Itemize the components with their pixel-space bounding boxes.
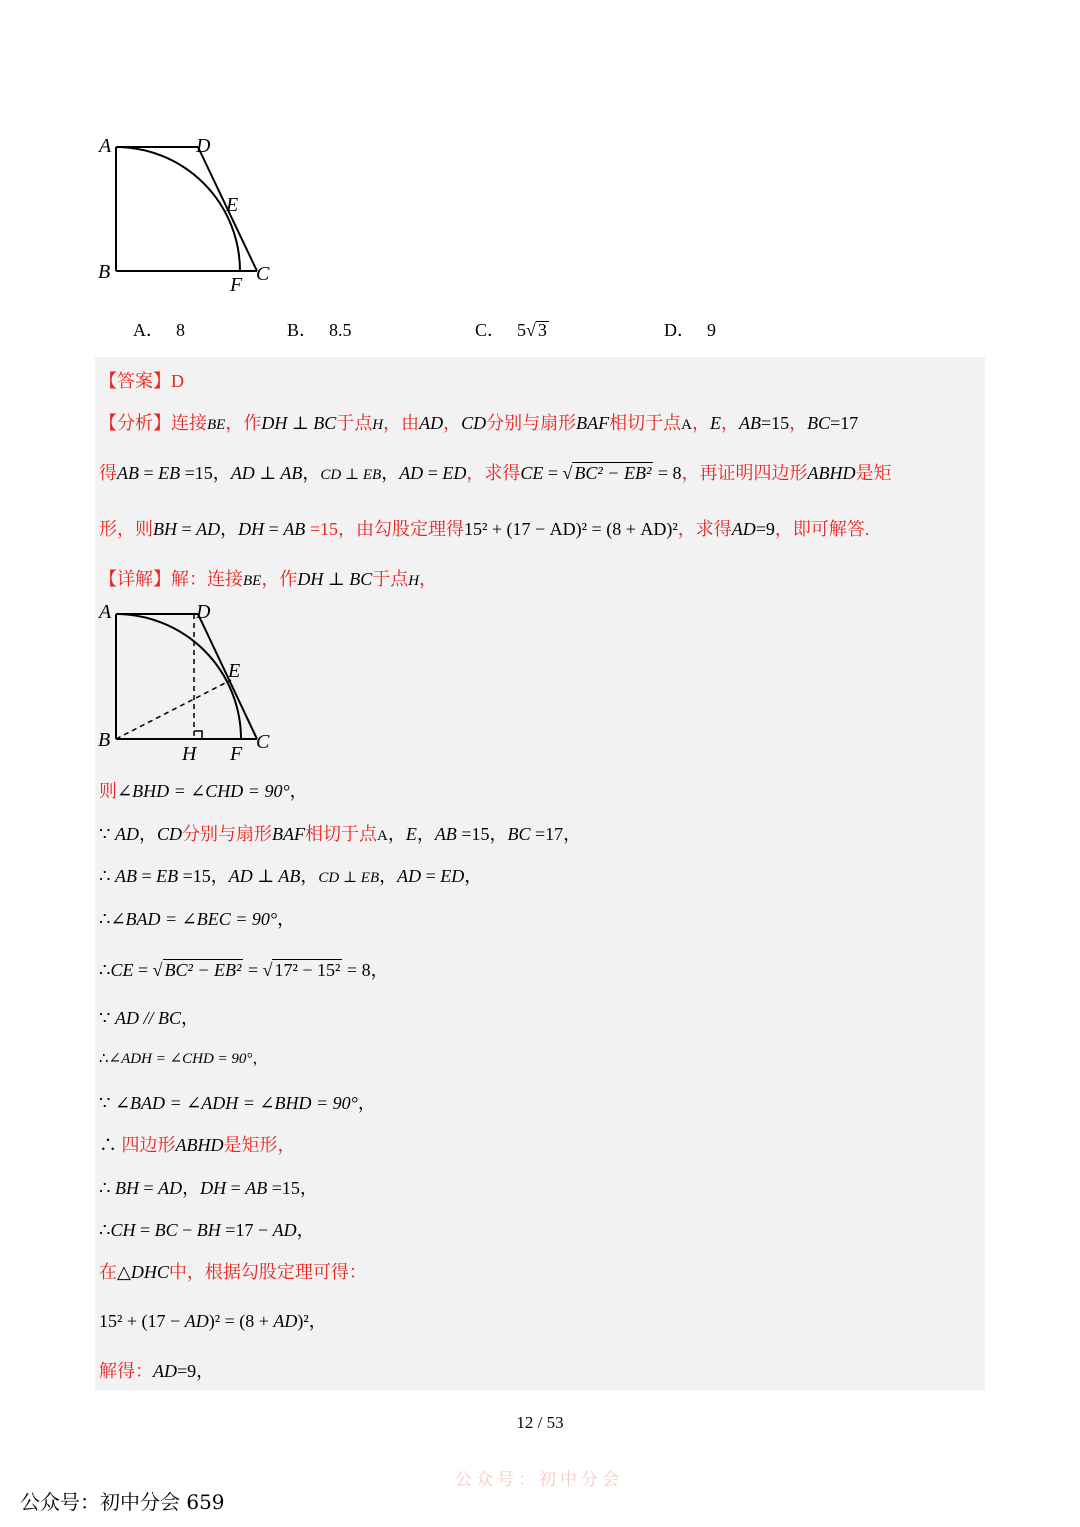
step-9: ∴ 四边形ABHD是矩形， — [99, 1135, 296, 1155]
segment-be-dashed — [116, 680, 231, 739]
geometry-figure-1 — [95, 130, 285, 300]
watermark: 公众号：初中分会 — [455, 1470, 623, 1490]
label-d: D — [196, 601, 211, 623]
answer-options — [0, 316, 1080, 342]
step-3: ∴ AB = EB =15，AD ⊥ AB，CD ⊥ EB，AD = ED， — [99, 866, 483, 886]
arc-af — [116, 614, 241, 739]
label-c: C — [256, 731, 270, 753]
analysis-line-2: 得AB = EB =15，AD ⊥ AB，CD ⊥ EB，AD = ED，求得CE = √ BC² − EB² = 8，再证明四边形ABHD是矩 — [99, 463, 892, 483]
step-5: ∴CE = √ BC² − EB² = √ 17² − 15² = 8， — [99, 960, 389, 980]
arc-af — [116, 147, 240, 271]
analysis-line-3: 形，则BH = AD，DH = AB =15，由勾股定理得15² + (17 − AD)² = (8 + AD)²，求得AD=9，即可解答. — [99, 519, 870, 539]
label-b: B — [98, 261, 111, 283]
analysis-line-1: 【分析】连接BE，作DH ⊥ BC于点H，由AD，CD分别与扇形BAF相切于点A，E，AB=15，BC=17 — [99, 413, 859, 433]
label-f: F — [230, 274, 243, 296]
step-4: ∴∠BAD = ∠BEC = 90°， — [99, 909, 296, 929]
step-7: ∴∠ADH = ∠CHD = 90°， — [99, 1051, 268, 1067]
geometry-figure-2 — [95, 596, 285, 766]
step-8: ∵ ∠BAD = ∠ADH = ∠BHD = 90°， — [99, 1093, 376, 1113]
option-c[interactable]: C． 5√ 3 — [475, 320, 547, 340]
label-c: C — [256, 263, 270, 285]
label-e: E — [228, 660, 241, 682]
label-h: H — [182, 743, 197, 765]
label-f: F — [230, 743, 243, 765]
label-d: D — [196, 135, 211, 157]
option-b[interactable]: B． 8.5 — [287, 320, 352, 340]
brand-label: 公众号：初中分会 659 — [20, 1490, 225, 1514]
label-e: E — [226, 194, 239, 216]
step-10: ∴ BH = AD，DH = AB =15， — [99, 1178, 318, 1198]
label-a: A — [99, 135, 112, 157]
step-6: ∵ AD // BC， — [99, 1008, 199, 1028]
step-12: 在△DHC中，根据勾股定理可得： — [99, 1262, 367, 1282]
step-1: 则∠BHD = ∠CHD = 90°， — [99, 781, 308, 801]
answer-line: 【答案】D — [99, 371, 184, 391]
detail-heading: 【详解】解：连接BE，作DH ⊥ BC于点H， — [99, 569, 438, 589]
option-a[interactable]: A． 8 — [133, 320, 185, 340]
option-d[interactable]: D． 9 — [664, 320, 716, 340]
label-a: A — [99, 601, 112, 623]
label-b: B — [98, 729, 111, 751]
step-2: ∵ AD，CD分别与扇形BAF相切于点A，E，AB =15，BC =17， — [99, 824, 582, 844]
page-number: 12 / 53 — [516, 1413, 564, 1432]
step-11: ∴CH = BC − BH =17 − AD， — [99, 1220, 315, 1240]
step-13: 15² + (17 − AD)² = (8 + AD)²， — [99, 1311, 327, 1331]
step-14: 解得：AD=9， — [99, 1361, 215, 1381]
right-angle-mark — [194, 731, 202, 739]
